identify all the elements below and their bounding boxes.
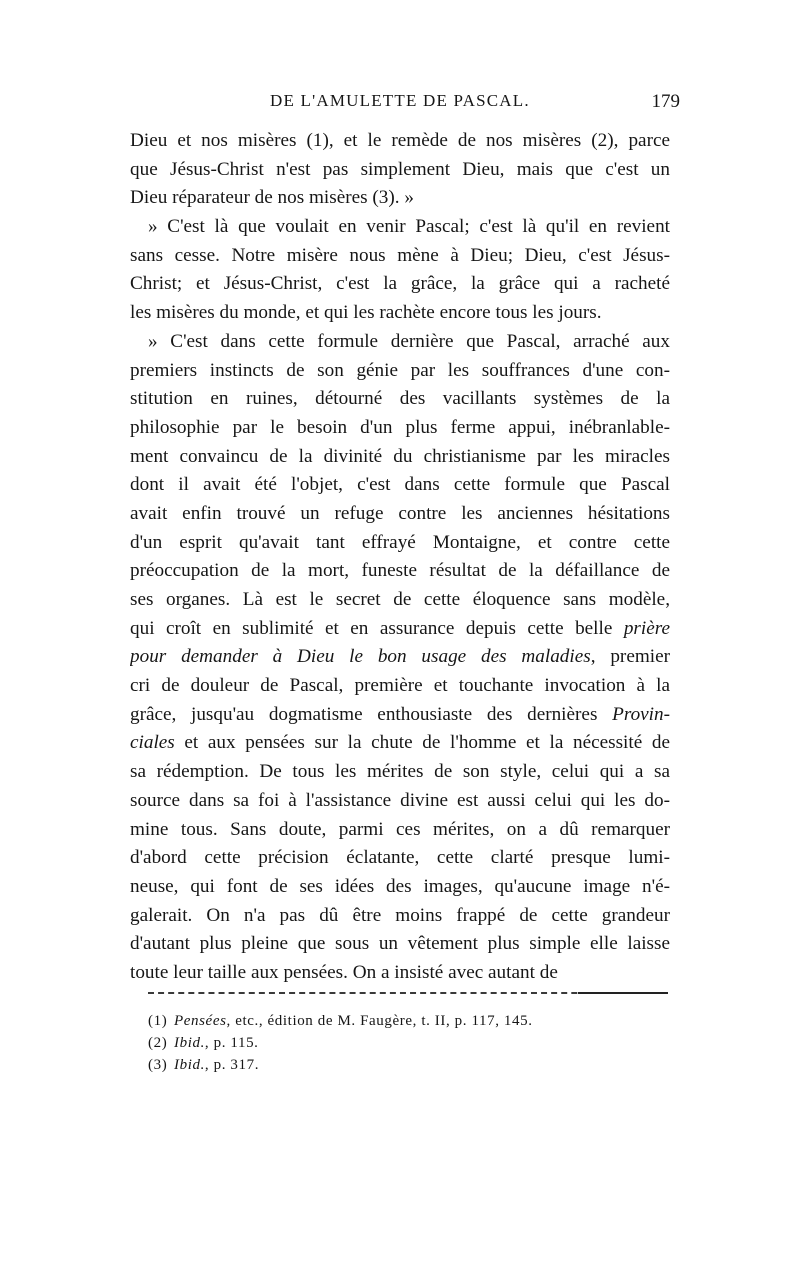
running-head: [130, 91, 680, 121]
text-line: philosophie par le besoin d'un plus ferme appui, inébranlable-: [130, 416, 670, 438]
text-line: pour demander à Dieu le bon usage des maladies, premier: [130, 646, 670, 668]
text-line: galerait. On n'a pas dû être moins frappé de cette grandeur: [130, 904, 670, 926]
footnote-number: (3): [148, 1057, 168, 1073]
italic-phrase: Provin-: [612, 703, 670, 725]
separator-solid-rule: [578, 992, 668, 994]
text-line: source dans sa foi à l'assistance divine est aussi celui qui les do-: [130, 789, 670, 811]
text-line: » C'est là que voulait en venir Pascal; c'est là qu'il en revient: [148, 216, 670, 238]
footnotes: [148, 1010, 668, 1076]
page-number: 179: [651, 91, 680, 112]
text-line: dont il avait été l'objet, c'est dans cette formule que Pascal: [130, 474, 670, 496]
text-line: grâce, jusqu'au dogmatisme enthousiaste des dernières Provin-: [130, 703, 670, 725]
footnote-source: Ibid.: [174, 1057, 205, 1073]
text-line: Dieu et nos misères (1), et le remède de nos misères (2), parce: [130, 130, 670, 151]
text-line: d'autant plus pleine que sous un vêtement plus simple elle laisse: [130, 933, 670, 955]
footnote-number: (1): [148, 1013, 168, 1029]
text-line: ment convaincu de la divinité du christianisme par les miracles: [130, 445, 670, 467]
italic-phrase: pour demander à Dieu le bon usage des maladies: [130, 646, 591, 668]
text-line: ciales et aux pensées sur la chute de l'homme et la nécessité de: [130, 732, 670, 754]
text-line: cri de douleur de Pascal, première et touchante invocation à la: [130, 675, 670, 697]
footnote-text: , p. 317.: [204, 1057, 260, 1073]
text-line: premiers instincts de son génie par les souffrances d'une con-: [130, 359, 670, 381]
footnote-text: , p. 115.: [204, 1035, 259, 1051]
footnote-separator: [148, 992, 668, 996]
italic-phrase: prière: [623, 617, 670, 639]
text-line: » C'est dans cette formule dernière que Pascal, arraché aux: [148, 330, 670, 352]
text-line: qui croît en sublimité et en assurance depuis cette belle prière: [130, 617, 670, 639]
text-line: d'abord cette précision éclatante, cette clarté presque lumi-: [130, 847, 670, 869]
text-line: sans cesse. Notre misère nous mène à Dieu; Dieu, c'est Jésus-: [130, 244, 670, 266]
footnote-source: Ibid.: [174, 1035, 205, 1051]
text-line: préoccupation de la mort, funeste résultat de la défaillance de: [130, 560, 670, 582]
footnote: [148, 1010, 668, 1032]
text-line: les misères du monde, et qui les rachète encore tous les jours.: [130, 302, 602, 324]
text-line: toute leur taille aux pensées. On a insisté avec autant de: [130, 961, 558, 983]
text-line: stitution en ruines, détourné des vacillants systèmes de la: [130, 388, 670, 410]
text-line: que Jésus-Christ n'est pas simplement Dieu, mais que c'est un: [130, 158, 670, 180]
text-line: neuse, qui font de ses idées des images, qu'aucune image n'é-: [130, 875, 670, 897]
text-line: d'un esprit qu'avait tant effrayé Montaigne, et contre cette: [130, 531, 670, 553]
text-line: sa rédemption. De tous les mérites de son style, celui qui a sa: [130, 761, 670, 783]
footnote: [148, 1032, 668, 1054]
body-text: [130, 127, 670, 988]
text-line: avait enfin trouvé un refuge contre les anciennes hésitations: [130, 502, 670, 524]
text-line: ses organes. Là est le secret de cette éloquence sans modèle,: [130, 589, 670, 610]
text-line: Christ; et Jésus-Christ, c'est la grâce, la grâce qui a racheté: [130, 273, 670, 295]
text-line: mine tous. Sans doute, parmi ces mérites, on a dû remarquer: [130, 818, 670, 840]
footnote: [148, 1054, 668, 1076]
italic-phrase: ciales: [130, 732, 175, 754]
footnote-number: (2): [148, 1035, 168, 1051]
text-line: Dieu réparateur de nos misères (3). »: [130, 187, 414, 209]
footnote-text: , etc., édition de M. Faugère, t. II, p. 117, 145.: [226, 1013, 533, 1029]
running-head-title: DE L'AMULETTE DE PASCAL.: [270, 91, 530, 110]
footnote-source: Pensées: [174, 1013, 227, 1029]
